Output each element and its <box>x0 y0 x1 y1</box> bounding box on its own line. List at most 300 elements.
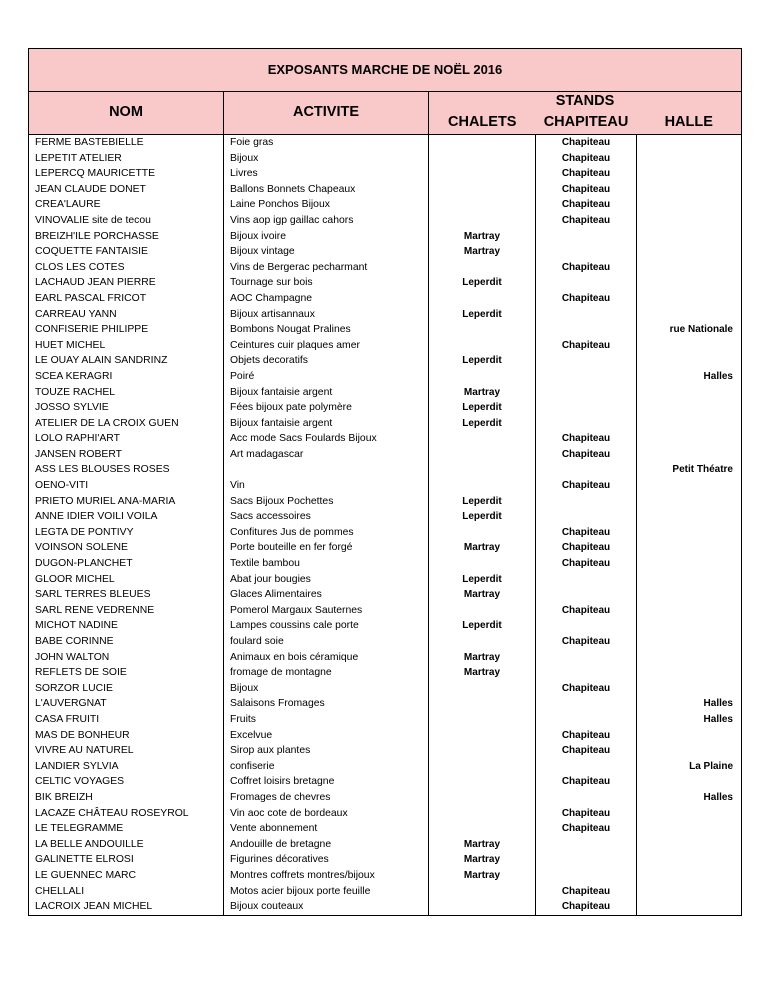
chapiteau-cell: Chapiteau <box>536 135 637 151</box>
chalets-cell <box>429 759 536 775</box>
chalets-cell: Leperdit <box>429 494 536 510</box>
exhibitor-name-cell: JANSEN ROBERT <box>29 447 224 463</box>
chalets-cell <box>429 182 536 198</box>
halle-cell <box>637 151 742 167</box>
exhibitor-name-cell: REFLETS DE SOIE <box>29 665 224 681</box>
chalets-cell <box>429 447 536 463</box>
activity-cell: Bijoux fantaisie argent <box>224 385 429 401</box>
exhibitor-name-cell: CONFISERIE PHILIPPE <box>29 322 224 338</box>
halle-cell <box>637 868 742 884</box>
chapiteau-cell: Chapiteau <box>536 213 637 229</box>
halle-cell <box>637 821 742 837</box>
chalets-cell: Leperdit <box>429 275 536 291</box>
activity-cell: Textile bambou <box>224 556 429 572</box>
activity-cell: Montres coffrets montres/bijoux <box>224 868 429 884</box>
activity-cell: Poiré <box>224 369 429 385</box>
activity-cell: Foie gras <box>224 135 429 151</box>
exhibitor-name-cell: LE OUAY ALAIN SANDRINZ <box>29 353 224 369</box>
exhibitor-name-cell: ASS LES BLOUSES ROSES <box>29 462 224 478</box>
exhibitor-name-cell: VINOVALIE site de tecou <box>29 213 224 229</box>
activity-cell: confiserie <box>224 759 429 775</box>
exhibitor-name-cell: HUET MICHEL <box>29 338 224 354</box>
exhibitor-name-cell: L'AUVERGNAT <box>29 696 224 712</box>
chapiteau-cell: Chapiteau <box>536 447 637 463</box>
exhibitor-name-cell: OENO-VITI <box>29 478 224 494</box>
chapiteau-cell: Chapiteau <box>536 884 637 900</box>
exhibitor-name-cell: PRIETO MURIEL ANA-MARIA <box>29 494 224 510</box>
chapiteau-cell <box>536 696 637 712</box>
exhibitor-name-cell: MICHOT NADINE <box>29 618 224 634</box>
chalets-cell <box>429 525 536 541</box>
activity-cell: Lampes coussins cale porte <box>224 618 429 634</box>
exhibitor-name-cell: GALINETTE ELROSI <box>29 852 224 868</box>
activity-cell: Livres <box>224 166 429 182</box>
activity-cell: Vin aoc cote de bordeaux <box>224 806 429 822</box>
chapiteau-cell <box>536 322 637 338</box>
exhibitor-name-cell: VIVRE AU NATUREL <box>29 743 224 759</box>
halle-cell <box>637 275 742 291</box>
table-row <box>29 462 742 478</box>
chapiteau-cell: Chapiteau <box>536 525 637 541</box>
halle-cell <box>637 416 742 432</box>
chapiteau-cell <box>536 307 637 323</box>
chapiteau-cell: Chapiteau <box>536 291 637 307</box>
table-row <box>29 525 742 541</box>
halle-cell: Halles <box>637 369 742 385</box>
exhibitor-name-cell: LACAZE CHÂTEAU ROSEYROL <box>29 806 224 822</box>
halle-cell <box>637 618 742 634</box>
chapiteau-cell: Chapiteau <box>536 603 637 619</box>
activity-cell: Laine Ponchos Bijoux <box>224 197 429 213</box>
chapiteau-cell <box>536 400 637 416</box>
halle-cell <box>637 572 742 588</box>
halle-cell <box>637 743 742 759</box>
exhibitor-name-cell: BABE CORINNE <box>29 634 224 650</box>
halle-cell <box>637 634 742 650</box>
activity-cell: Pomerol Margaux Sauternes <box>224 603 429 619</box>
chapiteau-cell <box>536 759 637 775</box>
chalets-cell: Martray <box>429 665 536 681</box>
activity-cell: Sacs accessoires <box>224 509 429 525</box>
exhibitor-name-cell: SCEA KERAGRI <box>29 369 224 385</box>
chapiteau-cell <box>536 712 637 728</box>
halle-cell <box>637 353 742 369</box>
chalets-cell: Martray <box>429 229 536 245</box>
chapiteau-cell <box>536 462 637 478</box>
chalets-cell <box>429 556 536 572</box>
halle-cell: Halles <box>637 696 742 712</box>
table-row <box>29 385 742 401</box>
chapiteau-cell: Chapiteau <box>536 774 637 790</box>
activity-cell: Vente abonnement <box>224 821 429 837</box>
table-row <box>29 197 742 213</box>
table-row <box>29 868 742 884</box>
exhibitor-name-cell: LEPERCQ MAURICETTE <box>29 166 224 182</box>
halle-cell <box>637 665 742 681</box>
halle-cell <box>637 556 742 572</box>
chalets-cell <box>429 696 536 712</box>
chalets-cell <box>429 322 536 338</box>
table-row <box>29 650 742 666</box>
chalets-cell <box>429 478 536 494</box>
exhibitor-name-cell: CELTIC VOYAGES <box>29 774 224 790</box>
activity-cell: Vins aop igp gaillac cahors <box>224 213 429 229</box>
chapiteau-cell <box>536 587 637 603</box>
chalets-cell: Martray <box>429 837 536 853</box>
chalets-cell <box>429 151 536 167</box>
halle-cell <box>637 385 742 401</box>
activity-cell: Coffret loisirs bretagne <box>224 774 429 790</box>
exhibitor-name-cell: LEPETIT ATELIER <box>29 151 224 167</box>
table-row <box>29 899 742 915</box>
chapiteau-cell: Chapiteau <box>536 743 637 759</box>
halle-cell <box>637 166 742 182</box>
halle-cell <box>637 307 742 323</box>
exhibitor-name-cell: ANNE IDIER VOILI VOILA <box>29 509 224 525</box>
exhibitor-name-cell: LACROIX JEAN MICHEL <box>29 899 224 915</box>
chapiteau-cell <box>536 868 637 884</box>
table-row <box>29 634 742 650</box>
chalets-cell <box>429 728 536 744</box>
chapiteau-cell: Chapiteau <box>536 634 637 650</box>
halle-cell <box>637 852 742 868</box>
table-row <box>29 743 742 759</box>
activity-cell: Ballons Bonnets Chapeaux <box>224 182 429 198</box>
halle-cell <box>637 540 742 556</box>
halle-cell <box>637 478 742 494</box>
chalets-cell <box>429 338 536 354</box>
exhibitor-table <box>28 48 742 916</box>
table-row <box>29 603 742 619</box>
table-row <box>29 774 742 790</box>
chalets-cell <box>429 197 536 213</box>
activity-cell: Figurines décoratives <box>224 852 429 868</box>
table-row <box>29 369 742 385</box>
table-row <box>29 182 742 198</box>
chapiteau-cell: Chapiteau <box>536 681 637 697</box>
chapiteau-cell <box>536 369 637 385</box>
table-row <box>29 540 742 556</box>
halle-cell <box>637 650 742 666</box>
exhibitor-name-cell: ATELIER DE LA CROIX GUEN <box>29 416 224 432</box>
table-row <box>29 275 742 291</box>
activity-cell: Bombons Nougat Pralines <box>224 322 429 338</box>
table-row <box>29 759 742 775</box>
table-row <box>29 494 742 510</box>
activity-cell: Bijoux ivoire <box>224 229 429 245</box>
chalets-cell <box>429 634 536 650</box>
halle-cell: rue Nationale <box>637 322 742 338</box>
table-row <box>29 478 742 494</box>
chalets-cell <box>429 899 536 915</box>
activity-cell: Objets decoratifs <box>224 353 429 369</box>
exhibitor-name-cell: CASA FRUITI <box>29 712 224 728</box>
table-row <box>29 229 742 245</box>
exhibitor-name-cell: TOUZE RACHEL <box>29 385 224 401</box>
exhibitor-name-cell: LANDIER SYLVIA <box>29 759 224 775</box>
exhibitor-name-cell: SARL RENE VEDRENNE <box>29 603 224 619</box>
halle-cell <box>637 494 742 510</box>
halle-cell: La Plaine <box>637 759 742 775</box>
chalets-cell <box>429 291 536 307</box>
chapiteau-cell <box>536 416 637 432</box>
activity-cell: Sirop aux plantes <box>224 743 429 759</box>
activity-cell: Excelvue <box>224 728 429 744</box>
activity-cell: foulard soie <box>224 634 429 650</box>
exhibitor-name-cell: EARL PASCAL FRICOT <box>29 291 224 307</box>
column-header-chalets: CHALETS <box>429 112 536 135</box>
chapiteau-cell: Chapiteau <box>536 431 637 447</box>
column-header-nom: NOM <box>29 92 224 135</box>
halle-cell <box>637 260 742 276</box>
activity-cell: Bijoux <box>224 681 429 697</box>
exhibitor-name-cell: GLOOR MICHEL <box>29 572 224 588</box>
activity-cell: Bijoux artisannaux <box>224 307 429 323</box>
exhibitor-name-cell: LE GUENNEC MARC <box>29 868 224 884</box>
halle-cell <box>637 291 742 307</box>
halle-cell <box>637 197 742 213</box>
table-row <box>29 447 742 463</box>
chalets-cell: Leperdit <box>429 307 536 323</box>
exhibitor-name-cell: LACHAUD JEAN PIERRE <box>29 275 224 291</box>
exhibitor-name-cell: COQUETTE FANTAISIE <box>29 244 224 260</box>
table-row <box>29 790 742 806</box>
chalets-cell: Martray <box>429 244 536 260</box>
chalets-cell: Leperdit <box>429 400 536 416</box>
table-row <box>29 852 742 868</box>
chapiteau-cell: Chapiteau <box>536 338 637 354</box>
exhibitor-name-cell: JOHN WALTON <box>29 650 224 666</box>
chalets-cell <box>429 431 536 447</box>
exhibitor-name-cell: LOLO RAPHI'ART <box>29 431 224 447</box>
chalets-cell: Martray <box>429 385 536 401</box>
exhibitor-rows <box>29 135 742 916</box>
activity-cell: Fées bijoux pate polymère <box>224 400 429 416</box>
exhibitor-name-cell: CHELLALI <box>29 884 224 900</box>
exhibitor-name-cell: CLOS LES COTES <box>29 260 224 276</box>
chapiteau-cell: Chapiteau <box>536 166 637 182</box>
activity-cell: Andouille de bretagne <box>224 837 429 853</box>
chalets-cell <box>429 260 536 276</box>
chapiteau-cell <box>536 509 637 525</box>
exhibitor-name-cell: FERME BASTEBIELLE <box>29 135 224 151</box>
table-row <box>29 307 742 323</box>
chalets-cell: Martray <box>429 868 536 884</box>
activity-cell: Fruits <box>224 712 429 728</box>
exhibitor-name-cell: LE TELEGRAMME <box>29 821 224 837</box>
chapiteau-cell: Chapiteau <box>536 182 637 198</box>
activity-cell: Vins de Bergerac pecharmant <box>224 260 429 276</box>
halle-cell <box>637 587 742 603</box>
chalets-cell <box>429 712 536 728</box>
column-header-halle: HALLE <box>637 112 742 135</box>
chapiteau-cell: Chapiteau <box>536 899 637 915</box>
chapiteau-cell <box>536 353 637 369</box>
chalets-cell <box>429 821 536 837</box>
chapiteau-cell <box>536 790 637 806</box>
exhibitor-sheet <box>28 48 741 916</box>
chapiteau-cell: Chapiteau <box>536 197 637 213</box>
chalets-cell <box>429 462 536 478</box>
chapiteau-cell <box>536 275 637 291</box>
chapiteau-cell <box>536 572 637 588</box>
exhibitor-name-cell: SORZOR LUCIE <box>29 681 224 697</box>
activity-cell: Animaux en bois céramique <box>224 650 429 666</box>
exhibitor-name-cell: LA BELLE ANDOUILLE <box>29 837 224 853</box>
exhibitor-name-cell: JEAN CLAUDE DONET <box>29 182 224 198</box>
chapiteau-cell <box>536 618 637 634</box>
halle-cell <box>637 447 742 463</box>
halle-cell <box>637 806 742 822</box>
table-row <box>29 400 742 416</box>
table-row <box>29 431 742 447</box>
chapiteau-cell: Chapiteau <box>536 260 637 276</box>
activity-cell: Motos acier bijoux porte feuille <box>224 884 429 900</box>
table-row <box>29 587 742 603</box>
chalets-cell: Leperdit <box>429 416 536 432</box>
table-row <box>29 244 742 260</box>
chapiteau-cell <box>536 837 637 853</box>
chalets-cell: Leperdit <box>429 572 536 588</box>
activity-cell: Tournage sur bois <box>224 275 429 291</box>
chapiteau-cell <box>536 665 637 681</box>
chapiteau-cell <box>536 229 637 245</box>
halle-cell <box>637 681 742 697</box>
table-row <box>29 696 742 712</box>
activity-cell: Bijoux <box>224 151 429 167</box>
chapiteau-cell: Chapiteau <box>536 728 637 744</box>
table-row <box>29 135 742 151</box>
chapiteau-cell <box>536 385 637 401</box>
chalets-cell: Martray <box>429 852 536 868</box>
chapiteau-cell <box>536 852 637 868</box>
chalets-cell <box>429 884 536 900</box>
halle-cell <box>637 431 742 447</box>
chalets-cell: Martray <box>429 587 536 603</box>
chalets-cell <box>429 743 536 759</box>
halle-cell <box>637 244 742 260</box>
chapiteau-cell: Chapiteau <box>536 151 637 167</box>
document-title: EXPOSANTS MARCHE DE NOËL 2016 <box>29 49 742 92</box>
activity-cell: Glaces Alimentaires <box>224 587 429 603</box>
table-row <box>29 728 742 744</box>
chalets-cell: Leperdit <box>429 509 536 525</box>
chalets-cell <box>429 213 536 229</box>
table-row <box>29 837 742 853</box>
table-row <box>29 821 742 837</box>
table-row <box>29 338 742 354</box>
chalets-cell <box>429 790 536 806</box>
halle-cell <box>637 525 742 541</box>
chapiteau-cell: Chapiteau <box>536 540 637 556</box>
chalets-cell <box>429 774 536 790</box>
chalets-cell: Martray <box>429 650 536 666</box>
table-row <box>29 572 742 588</box>
exhibitor-name-cell: CREA'LAURE <box>29 197 224 213</box>
table-row <box>29 509 742 525</box>
activity-cell: fromage de montagne <box>224 665 429 681</box>
chalets-cell: Leperdit <box>429 618 536 634</box>
table-row <box>29 806 742 822</box>
table-row <box>29 712 742 728</box>
activity-cell: Fromages de chevres <box>224 790 429 806</box>
halle-cell <box>637 213 742 229</box>
table-row <box>29 681 742 697</box>
exhibitor-name-cell: CARREAU YANN <box>29 307 224 323</box>
halle-cell <box>637 603 742 619</box>
activity-cell: Salaisons Fromages <box>224 696 429 712</box>
exhibitor-name-cell: VOINSON SOLENE <box>29 540 224 556</box>
exhibitor-name-cell: LEGTA DE PONTIVY <box>29 525 224 541</box>
activity-cell: Acc mode Sacs Foulards Bijoux <box>224 431 429 447</box>
table-row <box>29 322 742 338</box>
chalets-cell <box>429 806 536 822</box>
halle-cell <box>637 728 742 744</box>
exhibitor-name-cell: BREIZH'ILE PORCHASSE <box>29 229 224 245</box>
halle-cell: Petit Théatre <box>637 462 742 478</box>
activity-cell <box>224 462 429 478</box>
activity-cell: Abat jour bougies <box>224 572 429 588</box>
activity-cell: Porte bouteille en fer forgé <box>224 540 429 556</box>
activity-cell: Ceintures cuir plaques amer <box>224 338 429 354</box>
table-row <box>29 416 742 432</box>
chalets-cell <box>429 135 536 151</box>
table-row <box>29 291 742 307</box>
halle-cell <box>637 837 742 853</box>
column-group-header-stands: STANDS <box>429 92 742 113</box>
chapiteau-cell <box>536 494 637 510</box>
halle-cell <box>637 884 742 900</box>
exhibitor-name-cell: DUGON-PLANCHET <box>29 556 224 572</box>
halle-cell: Halles <box>637 790 742 806</box>
activity-cell: Bijoux fantaisie argent <box>224 416 429 432</box>
table-row <box>29 556 742 572</box>
chalets-cell <box>429 369 536 385</box>
table-row <box>29 353 742 369</box>
table-row <box>29 213 742 229</box>
chalets-cell <box>429 166 536 182</box>
activity-cell: Art madagascar <box>224 447 429 463</box>
halle-cell <box>637 229 742 245</box>
halle-cell <box>637 400 742 416</box>
chapiteau-cell: Chapiteau <box>536 806 637 822</box>
halle-cell <box>637 135 742 151</box>
table-row <box>29 618 742 634</box>
activity-cell: AOC Champagne <box>224 291 429 307</box>
exhibitor-name-cell: JOSSO SYLVIE <box>29 400 224 416</box>
halle-cell <box>637 182 742 198</box>
chalets-cell <box>429 603 536 619</box>
chapiteau-cell <box>536 244 637 260</box>
halle-cell: Halles <box>637 712 742 728</box>
chapiteau-cell: Chapiteau <box>536 821 637 837</box>
chapiteau-cell: Chapiteau <box>536 478 637 494</box>
activity-cell: Bijoux couteaux <box>224 899 429 915</box>
activity-cell: Vin <box>224 478 429 494</box>
exhibitor-name-cell: SARL TERRES BLEUES <box>29 587 224 603</box>
halle-cell <box>637 899 742 915</box>
chalets-cell: Martray <box>429 540 536 556</box>
exhibitor-name-cell: BIK BREIZH <box>29 790 224 806</box>
table-row <box>29 260 742 276</box>
table-row <box>29 884 742 900</box>
chapiteau-cell <box>536 650 637 666</box>
chalets-cell <box>429 681 536 697</box>
table-row <box>29 166 742 182</box>
halle-cell <box>637 774 742 790</box>
table-row <box>29 151 742 167</box>
activity-cell: Confitures Jus de pommes <box>224 525 429 541</box>
